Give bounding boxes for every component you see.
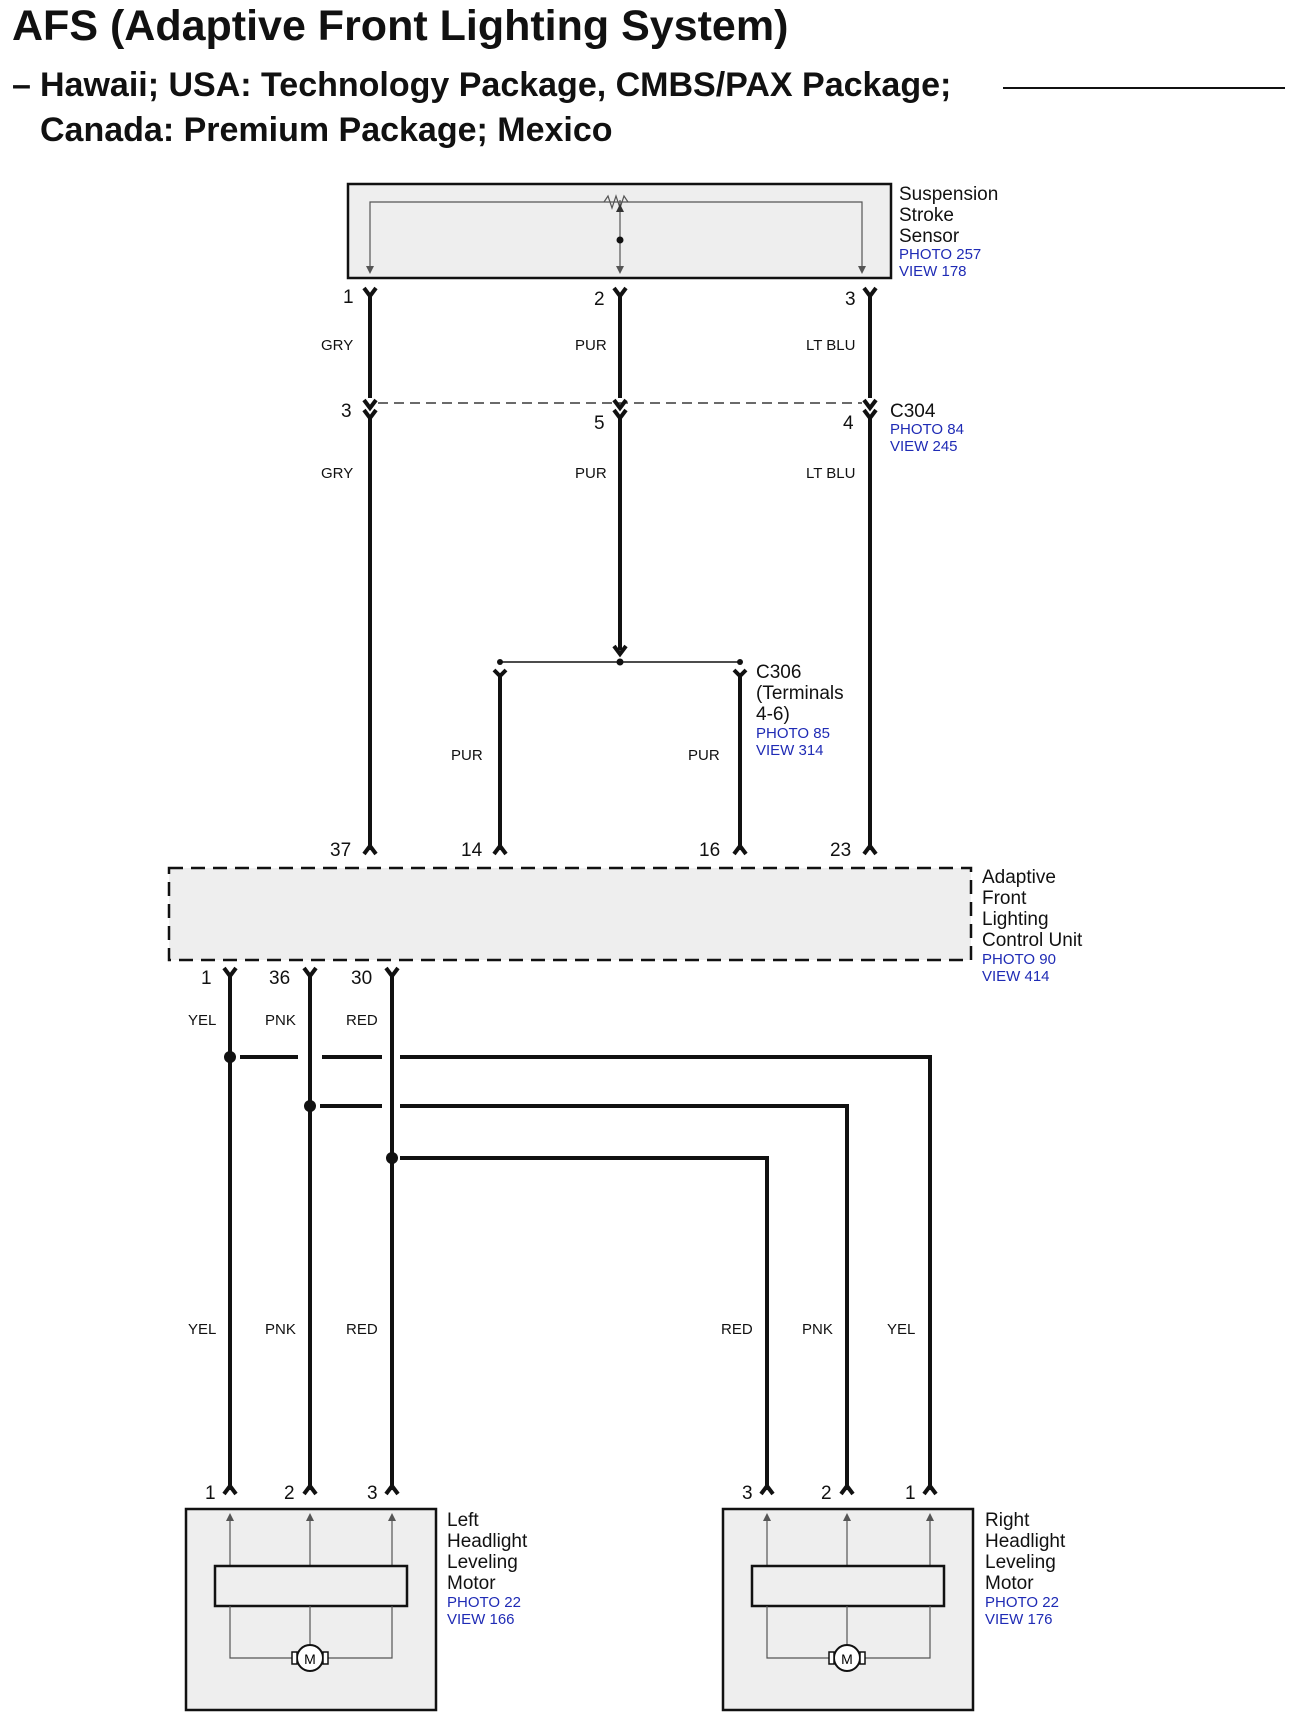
- right-motor-symbol: M: [841, 1651, 853, 1667]
- cu-name-line-1: Adaptive: [982, 867, 1056, 888]
- cu-pin-1: 1: [201, 968, 212, 989]
- left-motor-name-line-4: Motor: [447, 1573, 496, 1594]
- wire-label-gry-2: GRY: [321, 465, 354, 482]
- motor-brush-icon: [829, 1652, 834, 1664]
- control-unit-body: [169, 868, 971, 960]
- sensor-name-line-3: Sensor: [899, 226, 960, 247]
- left-motor-pin-2: 2: [284, 1483, 295, 1504]
- connector-c304-icon: [364, 400, 376, 418]
- wiper-junction-dot: [617, 237, 624, 244]
- cu-name-line-3: Lighting: [982, 909, 1049, 930]
- left-motor-symbol: M: [304, 1651, 316, 1667]
- cu-name-line-4: Control Unit: [982, 930, 1083, 951]
- wire-label-pur-2: PUR: [575, 465, 607, 482]
- c304-name: C304: [890, 401, 936, 422]
- cu-view-ref[interactable]: VIEW 414: [982, 968, 1050, 985]
- left-motor-body: [186, 1509, 436, 1710]
- left-motor-name-line-2: Headlight: [447, 1531, 528, 1552]
- c306-terminal-dot: [737, 659, 743, 665]
- wire-label-yel-3: YEL: [887, 1321, 916, 1338]
- wire-red-right: [400, 1158, 767, 1490]
- subtitle-line-1: Hawaii; USA: Technology Package, CMBS/PAX Package;: [40, 66, 952, 104]
- left-motor-name-line-1: Left: [447, 1510, 479, 1531]
- wire-label-pnk-1: PNK: [265, 1012, 296, 1029]
- motor-brush-icon: [292, 1652, 297, 1664]
- right-motor-name-line-3: Leveling: [985, 1552, 1056, 1573]
- sensor-photo-ref[interactable]: PHOTO 257: [899, 246, 982, 263]
- left-motor-pin-3: 3: [367, 1483, 378, 1504]
- c306-junction-dot: [617, 659, 624, 666]
- splice-yel-dot: [224, 1051, 236, 1063]
- splice-pnk-dot: [304, 1100, 316, 1112]
- wire-label-pur-1: PUR: [575, 337, 607, 354]
- left-motor-photo-ref[interactable]: PHOTO 22: [447, 1594, 521, 1611]
- c306-name-line-3: 4-6): [756, 704, 790, 725]
- splice-red-dot: [386, 1152, 398, 1164]
- left-motor-pin-1: 1: [205, 1483, 216, 1504]
- left-motor-view-ref[interactable]: VIEW 166: [447, 1611, 515, 1628]
- lower-wiring: [224, 968, 936, 1494]
- sensor-pin-1: 1: [343, 287, 354, 308]
- wire-label-pur-4: PUR: [688, 747, 720, 764]
- cu-pin-23: 23: [830, 840, 852, 861]
- left-motor-name-line-3: Leveling: [447, 1552, 518, 1573]
- wire-label-yel-1: YEL: [188, 1012, 217, 1029]
- wire-label-pur-3: PUR: [451, 747, 483, 764]
- wire-label-pnk-2: PNK: [265, 1321, 296, 1338]
- c306-name-line-1: C306: [756, 662, 802, 683]
- right-motor-pin-2: 2: [821, 1483, 832, 1504]
- c306-view-ref[interactable]: VIEW 314: [756, 742, 824, 759]
- wire-label-yel-2: YEL: [188, 1321, 217, 1338]
- c304-pin-4: 4: [843, 413, 854, 434]
- cu-pin-14: 14: [461, 840, 483, 861]
- wire-label-gry-1: GRY: [321, 337, 354, 354]
- right-motor-view-ref[interactable]: VIEW 176: [985, 1611, 1053, 1628]
- right-motor-name-line-2: Headlight: [985, 1531, 1066, 1552]
- subtitle-dash: –: [12, 66, 31, 104]
- suspension-stroke-sensor: [343, 184, 998, 310]
- wire-label-red-3: RED: [721, 1321, 753, 1338]
- wire-label-red-2: RED: [346, 1321, 378, 1338]
- right-motor-name-line-4: Motor: [985, 1573, 1034, 1594]
- cu-pin-30: 30: [351, 968, 373, 989]
- right-motor-body: [723, 1509, 973, 1710]
- c304-pin-3: 3: [341, 401, 352, 422]
- wire-label-ltblu-2: LT BLU: [806, 465, 856, 482]
- c306-name-line-2: (Terminals: [756, 683, 844, 704]
- connector-c304-icon: [864, 400, 876, 418]
- cu-pin-37: 37: [330, 840, 352, 861]
- sensor-pin-3: 3: [845, 289, 856, 310]
- connector-c306: [756, 662, 844, 759]
- cu-pin-36: 36: [269, 968, 291, 989]
- wire-label-red-1: RED: [346, 1012, 378, 1029]
- wire-label-ltblu-1: LT BLU: [806, 337, 856, 354]
- c304-pin-5: 5: [594, 413, 605, 434]
- sensor-view-ref[interactable]: VIEW 178: [899, 263, 967, 280]
- wire-label-pnk-3: PNK: [802, 1321, 833, 1338]
- c306-terminal-dot: [497, 659, 503, 665]
- motor-brush-icon: [860, 1652, 865, 1664]
- c304-view-ref[interactable]: VIEW 245: [890, 438, 958, 455]
- sensor-pin-2: 2: [594, 289, 605, 310]
- wire-pnk-right: [400, 1106, 847, 1490]
- wire-yel-right: [400, 1057, 930, 1490]
- c306-photo-ref[interactable]: PHOTO 85: [756, 725, 830, 742]
- right-motor-name-line-1: Right: [985, 1510, 1030, 1531]
- left-headlight-leveling-motor: [186, 1483, 528, 1710]
- upper-wiring: [364, 288, 876, 854]
- sensor-name-line-2: Stroke: [899, 205, 954, 226]
- cu-name-line-2: Front: [982, 888, 1027, 909]
- sensor-name-line-1: Suspension: [899, 184, 999, 205]
- right-motor-pin-1: 1: [905, 1483, 916, 1504]
- cu-photo-ref[interactable]: PHOTO 90: [982, 951, 1056, 968]
- right-motor-pin-3: 3: [742, 1483, 753, 1504]
- c304-photo-ref[interactable]: PHOTO 84: [890, 421, 964, 438]
- motor-brush-icon: [323, 1652, 328, 1664]
- right-motor-driver-block: [752, 1566, 944, 1606]
- cu-pin-16: 16: [699, 840, 721, 861]
- afs-control-unit: [169, 840, 1083, 989]
- subtitle-line-2: Canada: Premium Package; Mexico: [40, 111, 613, 149]
- right-motor-photo-ref[interactable]: PHOTO 22: [985, 1594, 1059, 1611]
- left-motor-driver-block: [215, 1566, 407, 1606]
- page-title: AFS (Adaptive Front Lighting System): [12, 2, 789, 50]
- right-headlight-leveling-motor: [723, 1483, 1066, 1710]
